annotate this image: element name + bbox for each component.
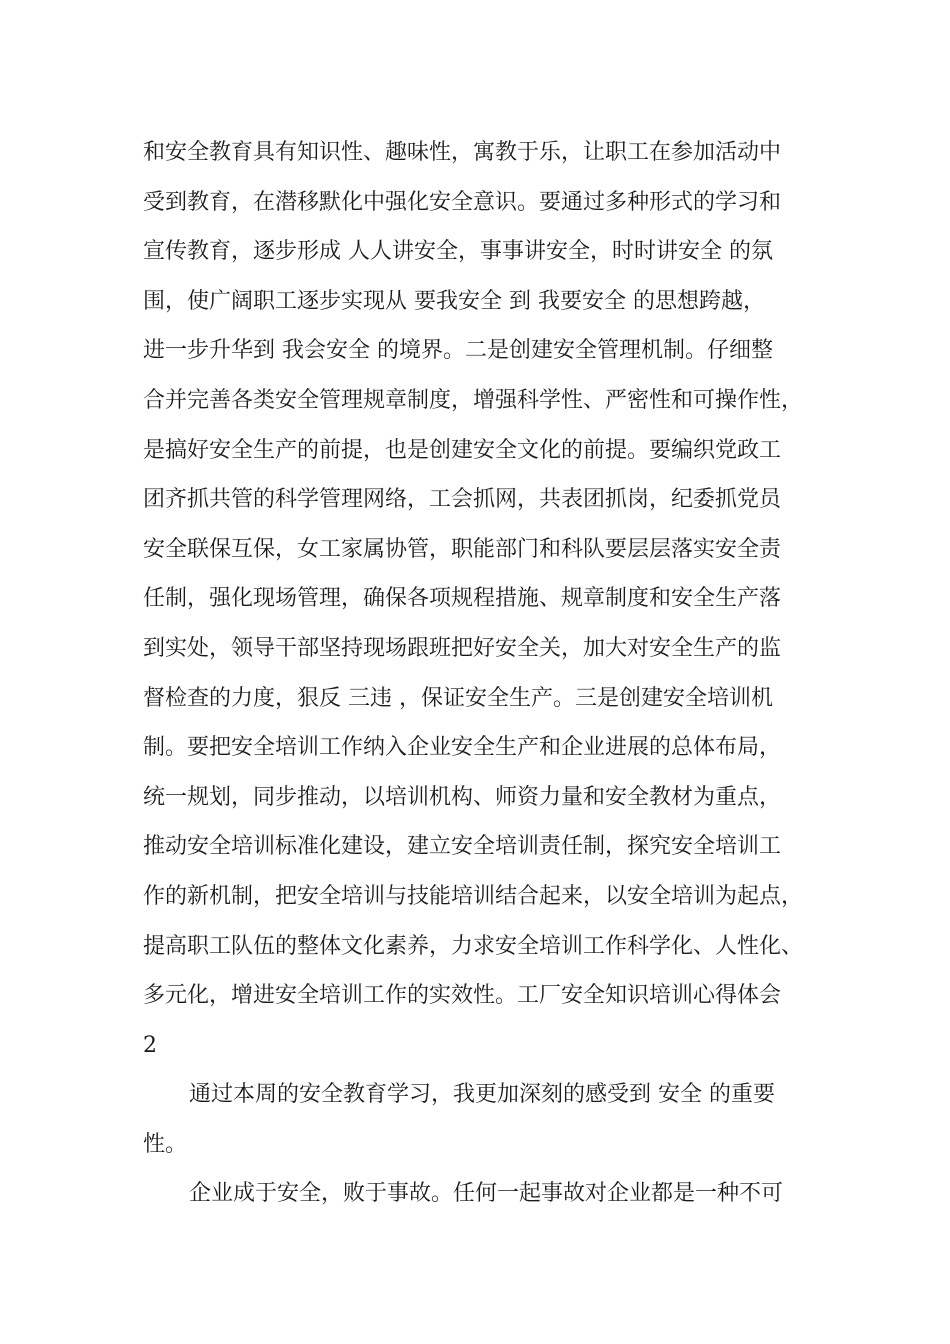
- text-line: 督检查的力度，狠反 三违 ，保证安全生产。三是创建安全培训机: [143, 685, 773, 711]
- text-line: 安全联保互保，女工家属协管，职能部门和科队要层层落实安全责: [143, 536, 782, 562]
- text-line: 2: [143, 1032, 157, 1058]
- text-line: 合并完善各类安全管理规章制度，增强科学性、严密性和可操作性，: [143, 387, 804, 413]
- body-text: [143, 128, 833, 1219]
- text-line: 和安全教育具有知识性、趣味性，寓教于乐，让职工在参加活动中: [143, 140, 782, 165]
- paragraph-start-line: 企业成于安全，败于事故。任何一起事故对企业都是一种不可: [189, 1181, 784, 1207]
- text-line: 到实处，领导干部坚持现场跟班把好安全关，加大对安全生产的监: [143, 635, 782, 661]
- text-line: 推动安全培训标准化建设，建立安全培训责任制，探究安全培训工: [143, 834, 782, 860]
- text-line: 进一步升华到 我会安全 的境界。二是创建安全管理机制。仔细整: [143, 338, 773, 364]
- text-line: 围，使广阔职工逐步实现从 要我安全 到 我要安全 的思想跨越，: [143, 288, 765, 314]
- paragraph-start-line: 通过本周的安全教育学习，我更加深刻的感受到 安全 的重要: [189, 1082, 775, 1108]
- text-line: 受到教育，在潜移默化中强化安全意识。要通过多种形式的学习和: [143, 189, 782, 215]
- text-line: 是搞好安全生产的前提，也是创建安全文化的前提。要编织党政工: [143, 437, 782, 463]
- text-line: 性。: [143, 1131, 188, 1157]
- text-line: 多元化，增进安全培训工作的实效性。工厂安全知识培训心得体会: [143, 983, 782, 1009]
- text-line: 制。要把安全培训工作纳入企业安全生产和企业进展的总体布局，: [143, 735, 782, 761]
- text-line: 作的新机制，把安全培训与技能培训结合起来，以安全培训为起点，: [143, 883, 804, 909]
- text-line: 团齐抓共管的科学管理网络，工会抓网，共表团抓岗，纪委抓党员: [143, 487, 782, 513]
- text-line: 宣传教育，逐步形成 人人讲安全，事事讲安全，时时讲安全 的氛: [143, 239, 773, 265]
- text-line: 任制，强化现场管理，确保各项规程措施、规章制度和安全生产落: [143, 586, 782, 612]
- text-line: 提高职工队伍的整体文化素养，力求安全培训工作科学化、人性化、: [143, 933, 804, 959]
- text-line: 统一规划，同步推动，以培训机构、师资力量和安全教材为重点，: [143, 784, 782, 810]
